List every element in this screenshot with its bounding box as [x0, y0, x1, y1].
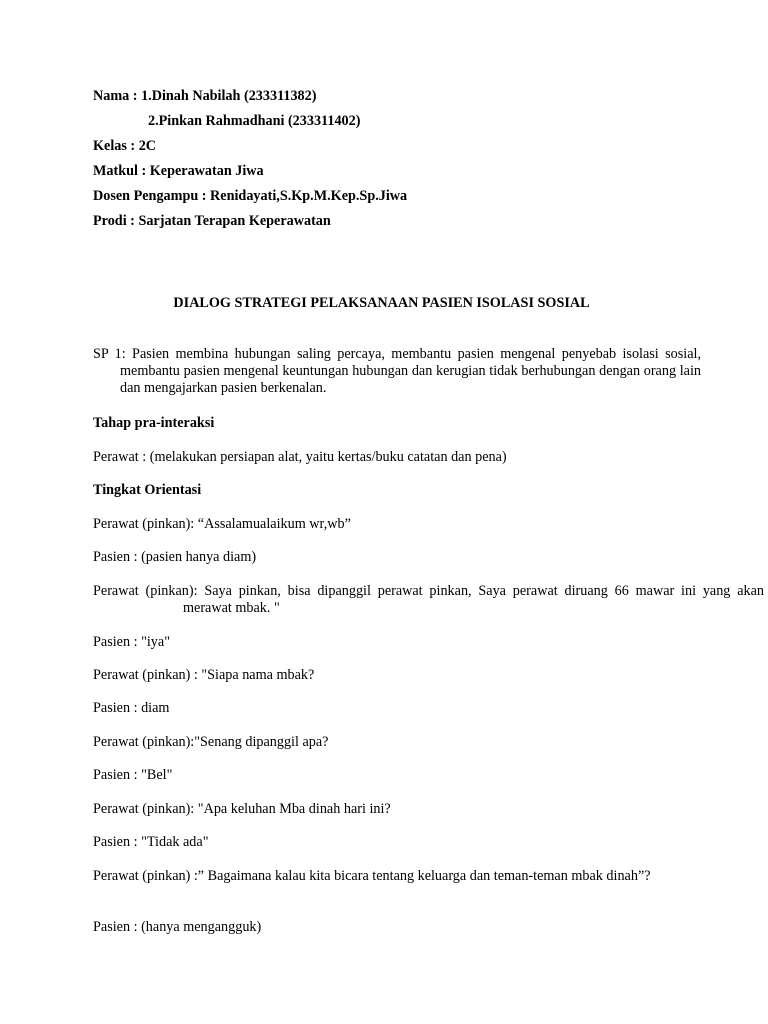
dialog-line-1: Perawat : (melakukan persiapan alat, yaitu kertas/buku catatan dan pena) [93, 449, 507, 465]
student-name-2: 2.Pinkan Rahmadhani (233311402) [148, 113, 361, 129]
student-name-1: Nama : 1.Dinah Nabilah (233311382) [93, 88, 317, 104]
dialog-line-9: Pasien : "Bel" [93, 767, 173, 783]
dialog-line-12: Perawat (pinkan) :” Bagaimana kalau kita bicara tentang keluarga dan teman-teman mbak dinah”? [93, 868, 651, 884]
dialog-line-4: Perawat (pinkan): Saya pinkan, bisa dipanggil perawat pinkan, Saya perawat diruang 66 mawar ini yang akan merawat mbak. " [93, 583, 764, 616]
dialog-line-3: Pasien : (pasien hanya diam) [93, 549, 257, 565]
dialog-line-7: Pasien : diam [93, 700, 170, 716]
sp1-paragraph: SP 1: Pasien membina hubungan saling percaya, membantu pasien mengenal penyebab isolasi sosial, membantu pasien mengenal keuntungan hubungan dan kerugian tidak berhubungan dengan orang lain dan mengajarkan pasien berkenalan. [93, 346, 701, 396]
program-line: Prodi : Sarjatan Terapan Keperawatan [93, 213, 331, 229]
section-orientasi: Tingkat Orientasi [93, 482, 202, 498]
dialog-line-11: Pasien : "Tidak ada" [93, 834, 209, 850]
class-line: Kelas : 2C [93, 138, 157, 154]
document-title: DIALOG STRATEGI PELAKSANAAN PASIEN ISOLASI SOSIAL [173, 295, 590, 312]
dialog-line-10: Perawat (pinkan): "Apa keluhan Mba dinah hari ini? [93, 801, 391, 817]
section-pra-interaksi: Tahap pra-interaksi [93, 415, 215, 431]
dialog-line-13: Pasien : (hanya mengangguk) [93, 919, 262, 935]
dialog-line-6: Perawat (pinkan) : "Siapa nama mbak? [93, 667, 315, 683]
dialog-line-5: Pasien : "iya" [93, 634, 170, 650]
dialog-line-8: Perawat (pinkan):"Senang dipanggil apa? [93, 734, 329, 750]
course-line: Matkul : Keperawatan Jiwa [93, 163, 264, 179]
lecturer-line: Dosen Pengampu : Renidayati,S.Kp.M.Kep.Sp.Jiwa [93, 188, 408, 204]
dialog-line-2: Perawat (pinkan): “Assalamualaikum wr,wb” [93, 516, 351, 532]
